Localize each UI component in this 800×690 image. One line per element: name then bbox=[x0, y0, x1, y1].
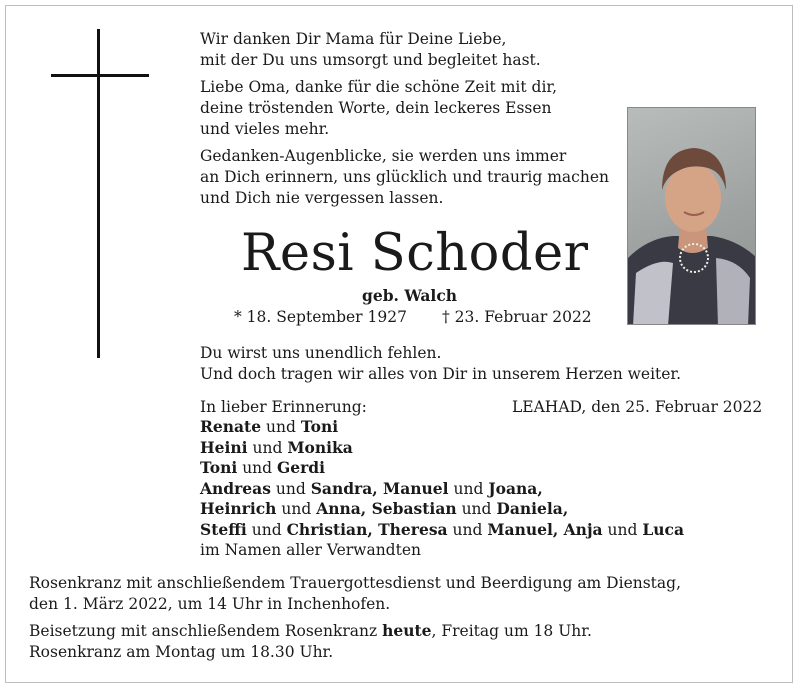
family-line: Steffi und Christian, Theresa und Manuel, Anja und Luca bbox=[200, 519, 685, 539]
rosary-notice: Rosenkranz mit anschließendem Trauergottesdienst und Beerdigung am Dienstag, den 1. März 2022, um 14 Uhr in Inchenhofen. bbox=[29, 574, 681, 613]
deceased-name: Resi Schoder bbox=[241, 224, 589, 283]
verse-stanza-3: Gedanken-Augenblicke, sie werden uns immer an Dich erinnern, uns glücklich und traurig machen und Dich nie vergessen lassen. bbox=[200, 147, 609, 207]
cross-icon-bar bbox=[51, 74, 149, 77]
closing-line: im Namen aller Verwandten bbox=[200, 541, 421, 559]
verse-stanza-2: Liebe Oma, danke für die schöne Zeit mit dir, deine tröstenden Worte, dein leckeres Essen und vieles mehr. bbox=[200, 78, 558, 138]
maiden-name: geb. Walch bbox=[362, 286, 458, 305]
quote: Du wirst uns unendlich fehlen. Und doch tragen wir alles von Dir in unserem Herzen weiter. bbox=[200, 344, 682, 383]
memory-intro: In lieber Erinnerung: bbox=[200, 398, 367, 416]
cross-icon bbox=[97, 29, 100, 358]
burial-notice: Beisetzung mit anschließendem Rosenkranz heute, Freitag um 18 Uhr. Rosenkranz am Montag um 18.30 Uhr. bbox=[29, 621, 592, 661]
family-line: Heini und Monika bbox=[200, 437, 353, 457]
place-date: LEAHAD, den 25. Februar 2022 bbox=[512, 398, 763, 416]
death-date: † 23. Februar 2022 bbox=[442, 308, 592, 326]
family-line: Andreas und Sandra, Manuel und Joana, bbox=[200, 478, 543, 498]
family-line: Toni und Gerdi bbox=[200, 458, 326, 477]
family-line: Renate und Toni bbox=[200, 417, 339, 436]
birth-date: * 18. September 1927 bbox=[234, 308, 407, 326]
verse-stanza-1: Wir danken Dir Mama für Deine Liebe, mit der Du uns umsorgt und begleitet hast. bbox=[200, 30, 541, 69]
family-list bbox=[200, 417, 684, 561]
family-line: Heinrich und Anna, Sebastian und Daniela, bbox=[200, 499, 569, 518]
portrait-photo bbox=[627, 107, 756, 325]
